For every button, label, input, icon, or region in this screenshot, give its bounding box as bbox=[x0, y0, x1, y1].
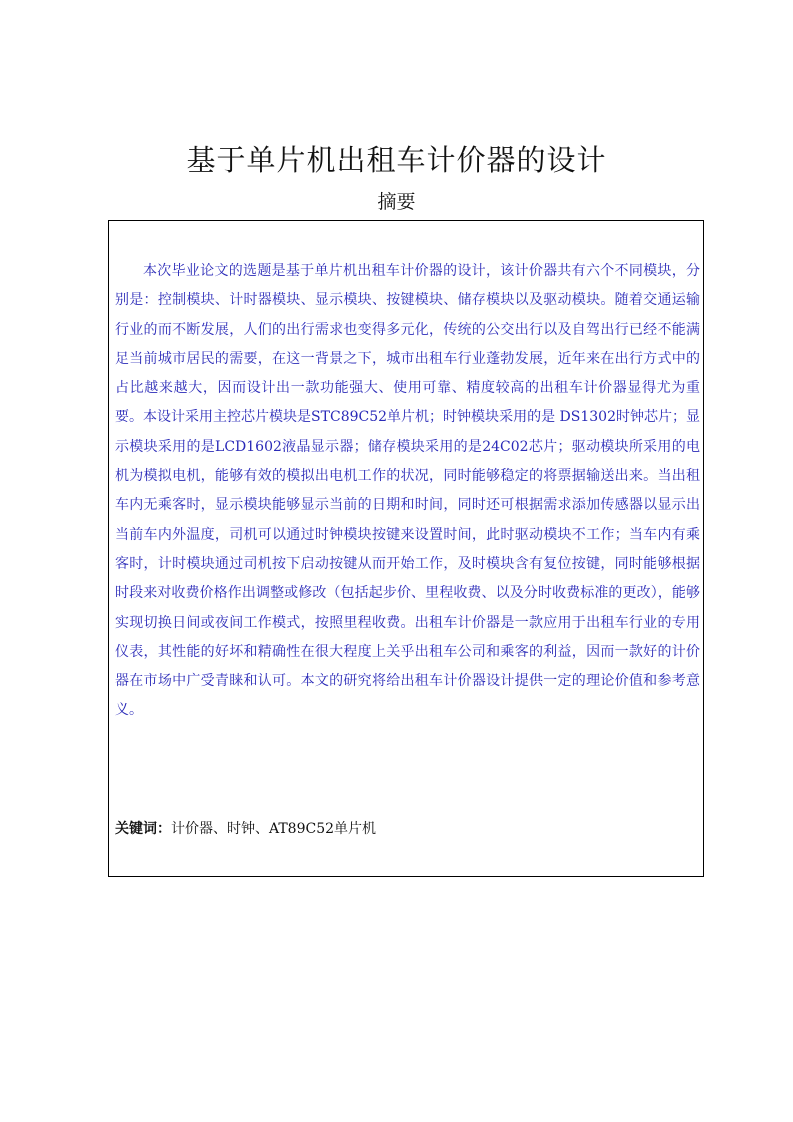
keywords-value: 计价器、时钟、AT89C52单片机 bbox=[171, 821, 377, 837]
abstract-text: 本次毕业论文的选题是基于单片机出租车计价器的设计，该计价器共有六个不同模块，分别是：控制模块、计时器模块、显示模块、按键模块、储存模块以及驱动模块。随着交通运输行业的而不断发展，人们的出行需求也变得多元化，传统的公交出行以及自驾出行已经不能满足当前城市居民的需要，在这一背景之下，城市出租车行业蓬勃发展，近年来在出行方式中的占比越来越大，因而设计出一款功能强大、使用可靠、精度较高的出租车计价器显得尤为重要。本设计采用主控芯片模块是STC89C52单片机；时钟模块采用的是 DS1302时钟芯片；显示模块采用的是LCD1602液晶显示器；储存模块采用的是24C02芯片；驱动模块所采用的电机为模拟电机，能够有效的模拟出电机工作的状况，同时能够稳定的将票据输送出来。当出租车内无乘客时，显示模块能够显示当前的日期和时间，同时还可根据需求添加传感器以显示出当前车内外温度，司机可以通过时钟模块按键来设置时间，此时驱动模块不工作；当车内有乘客时，计时模块通过司机按下启动按键从而开始工作，及时模块含有复位按键，同时能够根据时段来对收费价格作出调整或修改（包括起步价、里程收费、以及分时收费标准的更改），能够实现切换日间或夜间工作模式，按照里程收费。出租车计价器是一款应用于出租车行业的专用仪表，其性能的好坏和精确性在很大程度上关乎出租车公司和乘客的利益，因而一款好的计价器在市场中广受青睐和认可。本文的研究将给出租车计价器设计提供一定的理论价值和参考意义。 bbox=[115, 263, 700, 719]
abstract-box bbox=[108, 220, 704, 877]
keywords-line bbox=[115, 819, 700, 839]
keywords-label: 关键词： bbox=[115, 821, 171, 837]
document-title: 基于单片机出租车计价器的设计 bbox=[186, 143, 607, 177]
abstract-heading: 摘要 bbox=[377, 191, 416, 213]
